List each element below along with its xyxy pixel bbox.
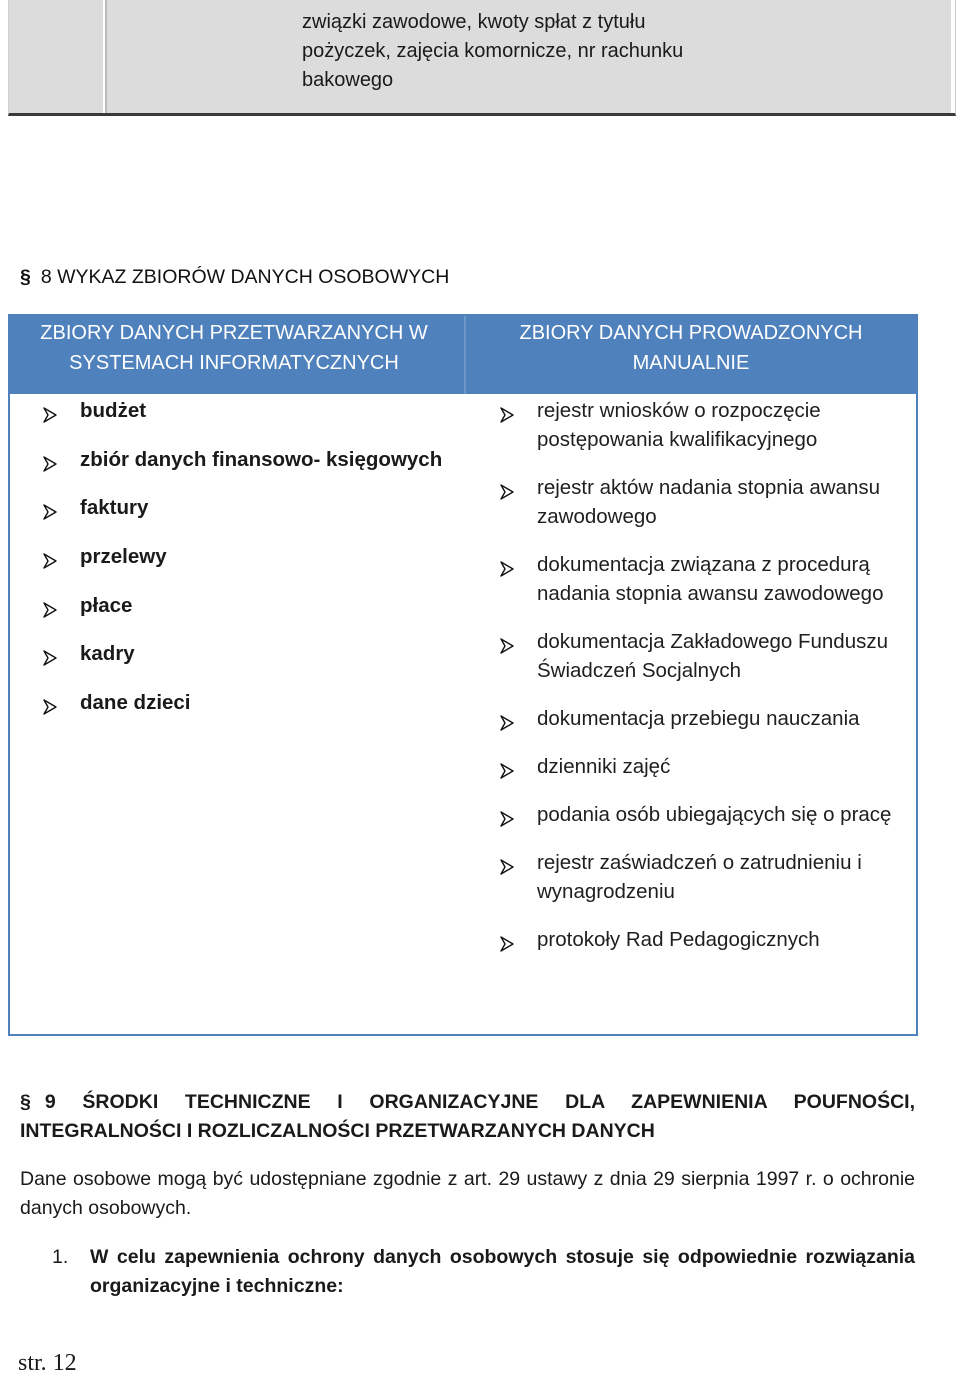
arrow-bullet-icon [499,806,515,822]
list-item [537,550,907,608]
section-symbol: § [20,266,31,288]
list-item-label: dokumentacja przebiegu nauczania [537,707,860,730]
arrow-bullet-icon [499,556,515,572]
header-manual: ZBIORY DANYCH PROWADZONYCH MANUALNIE [519,322,863,374]
arrow-bullet-icon [499,758,515,774]
list-item-label: faktury [80,496,149,520]
list-item [537,396,907,454]
section-9-title: 9 ŚRODKI TECHNICZNE I ORGANIZACYJNE DLA ZAPEWNIENIA POUFNOŚCI, INTEGRALNOŚCI I ROZLICZALNOŚCI PRZETWARZANYCH DANYCH [20,1091,915,1142]
list-item [537,800,907,829]
list-item-label: rejestr zaświadczeń o zatrudnieniu i wynagrodzeniu [537,851,862,903]
data-sets-table-header [10,316,916,394]
list-item [537,473,907,531]
page-number: str. 12 [18,1350,77,1376]
table-cell-gray-left [9,0,103,113]
list-item-label: zbiór danych finansowo- księgowych [80,447,443,471]
arrow-bullet-icon [42,548,58,564]
list-item [80,396,442,445]
list-item-label: budżet [80,399,147,422]
list-item-label: rejestr aktów nadania stopnia awansu zawodowego [537,476,881,528]
arrow-bullet-icon [42,645,58,661]
numbered-item-1 [52,1243,915,1301]
section-8-title: 8 WYKAZ ZBIORÓW DANYCH OSOBOWYCH [40,266,450,288]
list-item [537,848,907,906]
arrow-bullet-icon [42,694,58,710]
it-data-sets-list [80,396,442,737]
list-item [80,493,442,542]
arrow-bullet-icon [499,931,515,947]
arrow-bullet-icon [42,597,58,613]
list-item [537,704,907,733]
arrow-bullet-icon [42,451,58,467]
list-item [537,925,907,954]
arrow-bullet-icon [42,402,58,418]
arrow-bullet-icon [499,854,515,870]
item-number: 1. [52,1246,69,1268]
header-it-systems: ZBIORY DANYCH PRZETWARZANYCH W SYSTEMACH INFORMATYCZNYCH [40,322,428,374]
list-item-label: przelewy [80,545,167,569]
list-item [80,591,442,640]
table-divider [105,0,107,113]
section-symbol: § [20,1091,31,1113]
arrow-bullet-icon [499,633,515,649]
list-item-label: płace [80,593,133,617]
list-item [537,627,907,685]
list-item [80,688,442,737]
list-item-label: dokumentacja związana z procedurą nadania stopnia awansu zawodowego [537,553,884,605]
list-item-label: dokumentacja Zakładowego Funduszu Świadczeń Socjalnych [537,630,888,682]
list-item-label: rejestr wniosków o rozpoczęcie postępowania kwalifikacyjnego [537,399,821,451]
list-item [537,752,907,781]
arrow-bullet-icon [42,499,58,515]
list-item [80,639,442,688]
section-8-heading [20,266,449,289]
arrow-bullet-icon [499,402,515,418]
top-cell-text: związki zawodowe, kwoty spłat z tytułu pożyczek, zajęcia komornicze, nr rachunku bakowego [302,11,684,91]
arrow-bullet-icon [499,479,515,495]
arrow-bullet-icon [499,710,515,726]
list-item-label: protokoły Rad Pedagogicznych [537,928,820,951]
header-divider [464,316,466,394]
list-item [80,542,442,591]
list-item [80,445,442,494]
list-item-label: podania osób ubiegających się o pracę [537,803,892,826]
section-9-paragraph: Dane osobowe mogą być udostępniane zgodnie z art. 29 ustawy z dnia 29 sierpnia 1997 r. o ochronie danych osobowych. [20,1168,915,1219]
list-item-label: dane dzieci [80,691,191,715]
manual-data-sets-list [537,396,907,973]
list-item-label: dzienniki zajęć [537,755,671,778]
list-item-label: kadry [80,642,135,666]
section-9-heading [20,1088,915,1146]
item-text: W celu zapewnienia ochrony danych osobowych stosuje się odpowiednie rozwiązania organizacyjne i techniczne: [90,1246,915,1297]
